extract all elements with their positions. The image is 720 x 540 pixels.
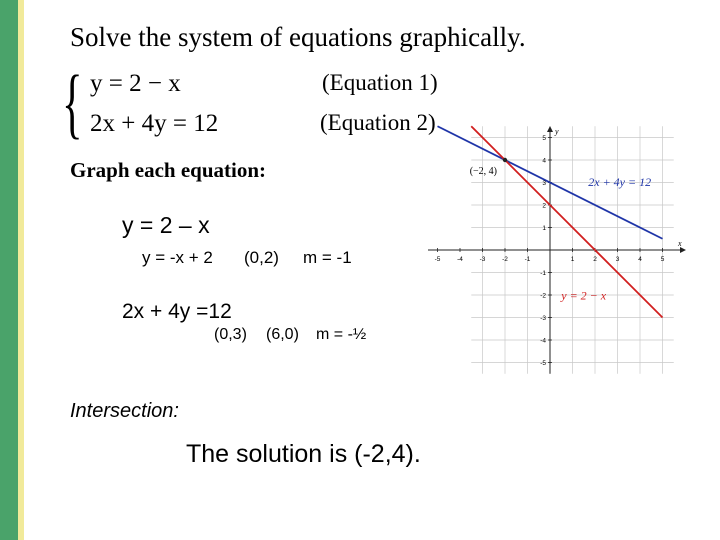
slide-title: Solve the system of equations graphically. [70,22,526,52]
x-tick-label: -4 [457,256,463,263]
y-tick-label: -4 [540,337,546,345]
intersection-label: Intersection: [70,400,179,422]
y-tick-label: -2 [540,292,546,300]
equation-2-rhs: = 12 [172,110,219,137]
y-tick-label: -1 [540,270,546,277]
accent-strip-green [0,0,18,540]
graph-instruction: Graph each equation: [70,158,267,182]
equation-2-lhs: 2x + 4y [90,110,167,137]
y-tick-label: 1 [542,225,546,232]
line2-point1: (0,3) [214,326,247,343]
equation-1-rhs: = 2 − x [108,70,181,97]
y-tick-label: 5 [542,135,546,142]
line2-slope: m = -½ [316,326,367,343]
intersection-label: (−2, 4) [469,166,497,177]
x-tick-label: 5 [660,256,665,263]
x-tick-label: 4 [638,256,642,263]
line1-point: (0,2) [244,248,279,267]
red-series-label: y = 2 − x [561,288,607,303]
y-tick-label: -3 [540,315,546,322]
line2-point2: (6,0) [266,326,299,343]
intersection-point [503,158,507,162]
y-axis-label: y [555,127,559,136]
axes [428,126,686,374]
x-tick-label: -5 [434,256,441,263]
y-tick-label: -5 [540,360,546,367]
equation-1-label: (Equation 1) [322,70,438,95]
equation-2-label: (Equation 2) [320,110,436,135]
labels [435,127,682,367]
y-tick-label: 2 [542,202,546,210]
coordinate-graph [428,128,690,376]
line1-slope: m = -1 [303,248,352,267]
solution-text: The solution is (-2,4). [186,440,421,468]
equation-2 [90,110,218,138]
y-tick-label: 4 [542,157,546,165]
y-axis-arrow [547,126,553,132]
line1-slope-form: y = -x + 2 [142,248,213,267]
system-brace: { [62,59,83,146]
x-tick-label: -3 [479,256,486,263]
equation-1-lhs: y [90,70,103,97]
x-tick-label: -2 [502,256,508,263]
x-axis-label: x [678,239,682,248]
equation-1 [90,70,181,98]
line1-equation: y = 2 – x [122,212,210,238]
blue-series-label: 2x + 4y = 12 [588,174,652,189]
accent-strip-yellow [18,0,24,540]
x-tick-label: 3 [615,256,620,263]
x-tick-label: 1 [570,256,575,263]
line2-equation: 2x + 4y =12 [122,300,232,323]
x-tick-label: -1 [524,256,531,263]
y-tick-label: 3 [542,180,546,187]
x-tick-label: 2 [593,256,597,263]
